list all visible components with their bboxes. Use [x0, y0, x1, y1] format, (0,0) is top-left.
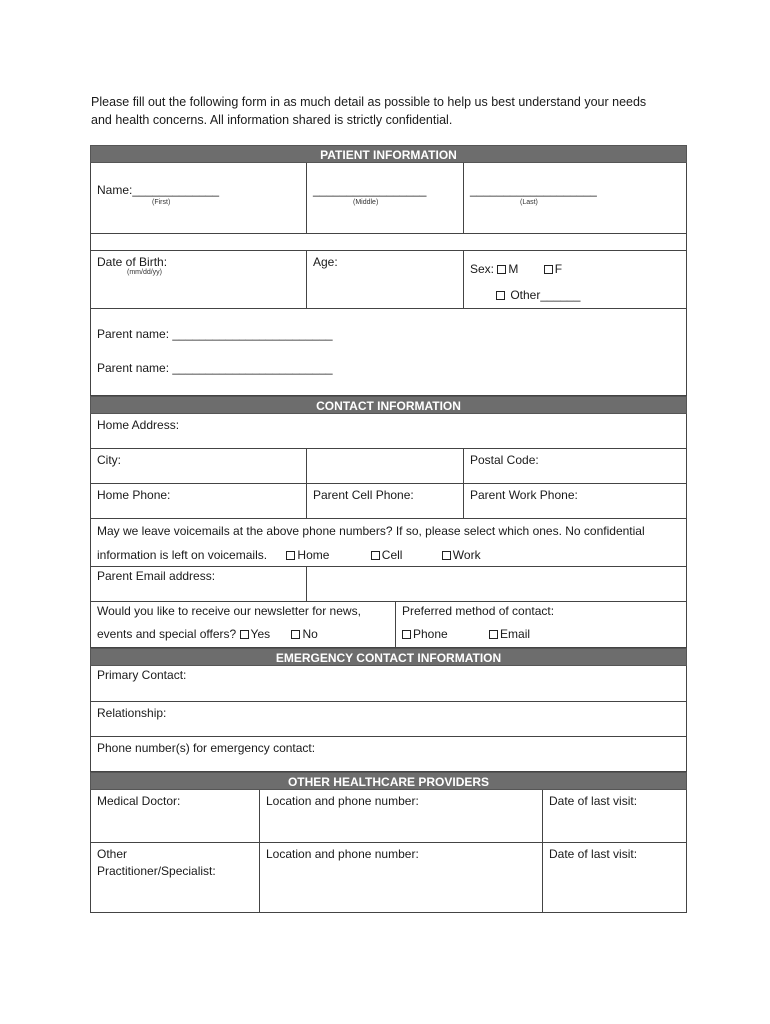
preferred-contact-label: Preferred method of contact: [402, 604, 555, 618]
newsletter-question: Would you like to receive our newsletter for news, [97, 604, 361, 618]
doctor-last-visit-label: Date of last visit: [549, 794, 638, 808]
relationship-row [90, 702, 687, 737]
last-name-field[interactable] [463, 163, 686, 233]
age-label: Age: [313, 255, 338, 269]
home-phone-field[interactable] [91, 484, 306, 518]
dob-label: Date of Birth: [97, 255, 168, 269]
patient-info-header: PATIENT INFORMATION [90, 145, 687, 163]
newsletter-no-label: No [302, 627, 318, 641]
postal-code-label: Postal Code: [470, 453, 539, 467]
voicemail-field [91, 519, 686, 566]
voicemail-question: May we leave voicemails at the above phone numbers? If so, please select which ones. No confidential [97, 524, 645, 538]
city-field[interactable] [91, 449, 306, 483]
email-row [90, 567, 687, 602]
parents-row [90, 309, 687, 396]
other-practitioner-field[interactable] [91, 843, 259, 912]
other-practitioner-row [90, 843, 687, 913]
doctor-last-visit-field[interactable] [542, 790, 686, 842]
middle-name-field[interactable] [306, 163, 463, 233]
practitioner-location-label: Location and phone number: [266, 847, 419, 861]
home-address-label: Home Address: [97, 418, 180, 432]
sex-other-label: Other______ [510, 288, 581, 302]
primary-contact-label: Primary Contact: [97, 668, 187, 682]
home-phone-label: Home Phone: [97, 488, 171, 502]
primary-contact-field[interactable] [91, 666, 686, 701]
preferred-contact-field [395, 602, 686, 647]
sex-other-checkbox[interactable] [496, 291, 505, 300]
practitioner-location-field[interactable] [259, 843, 542, 912]
other-practitioner-label: Other [97, 847, 128, 861]
emergency-phone-label: Phone number(s) for emergency contact: [97, 741, 316, 755]
parent-cell-field[interactable] [306, 484, 463, 518]
other-practitioner-label-2: Practitioner/Specialist: [97, 864, 216, 878]
newsletter-row [90, 602, 687, 648]
medical-doctor-row [90, 790, 687, 843]
name-row [90, 163, 687, 234]
dob-row [90, 251, 687, 309]
home-address-field[interactable] [91, 414, 686, 448]
phones-row [90, 484, 687, 519]
medical-doctor-field[interactable] [91, 790, 259, 842]
first-hint: (First) [152, 199, 171, 206]
medical-doctor-label: Medical Doctor: [97, 794, 181, 808]
vm-work-checkbox[interactable] [442, 551, 451, 560]
vm-work-label: Work [452, 548, 481, 562]
parent-name-2: Parent name: ________________________ [97, 361, 333, 375]
parent-names-field[interactable] [91, 309, 686, 395]
primary-contact-row [90, 666, 687, 702]
newsletter-yes-checkbox[interactable] [240, 630, 249, 639]
vm-cell-checkbox[interactable] [371, 551, 380, 560]
contact-info-header: CONTACT INFORMATION [90, 396, 687, 414]
voicemail-row [90, 519, 687, 567]
parent-email-field[interactable] [306, 567, 686, 601]
emergency-contact-header: EMERGENCY CONTACT INFORMATION [90, 648, 687, 666]
last-hint: (Last) [520, 199, 538, 206]
parent-work-label: Parent Work Phone: [470, 488, 578, 502]
emergency-phone-row [90, 737, 687, 772]
parent-email-label-cell [91, 567, 306, 601]
first-name-field[interactable] [91, 163, 306, 233]
parent-cell-label: Parent Cell Phone: [313, 488, 414, 502]
city-label: City: [97, 453, 121, 467]
age-field[interactable] [306, 251, 463, 308]
preferred-phone-checkbox[interactable] [402, 630, 411, 639]
dob-hint: (mm/dd/yy) [127, 269, 162, 276]
intake-form [90, 145, 687, 913]
dob-field[interactable] [91, 251, 306, 308]
newsletter-question-2: events and special offers? [97, 627, 237, 641]
preferred-email-checkbox[interactable] [489, 630, 498, 639]
city-row [90, 449, 687, 484]
city-extra-field[interactable] [306, 449, 463, 483]
sex-f-checkbox[interactable] [544, 265, 553, 274]
preferred-phone-label: Phone [413, 627, 448, 641]
intro-line-2: and health concerns. All information shared is strictly confidential. [91, 113, 453, 127]
relationship-field[interactable] [91, 702, 686, 736]
sex-m-label: M [508, 262, 519, 276]
emergency-phone-field[interactable] [91, 737, 686, 771]
providers-header: OTHER HEALTHCARE PROVIDERS [90, 772, 687, 790]
name-label: Name:_____________ [97, 183, 220, 197]
relationship-label: Relationship: [97, 706, 167, 720]
middle-hint: (Middle) [353, 199, 379, 206]
middle-blank: _________________ [313, 183, 427, 197]
parent-work-field[interactable] [463, 484, 686, 518]
practitioner-last-visit-label: Date of last visit: [549, 847, 638, 861]
postal-code-field[interactable] [463, 449, 686, 483]
doctor-location-field[interactable] [259, 790, 542, 842]
newsletter-field [91, 602, 395, 647]
practitioner-last-visit-field[interactable] [542, 843, 686, 912]
newsletter-no-checkbox[interactable] [291, 630, 300, 639]
vm-home-checkbox[interactable] [286, 551, 295, 560]
preferred-email-label: Email [500, 627, 531, 641]
sex-m-checkbox[interactable] [497, 265, 506, 274]
spacer-row [90, 234, 687, 251]
sex-label: Sex: [470, 262, 495, 276]
parent-email-label: Parent Email address: [97, 569, 216, 583]
last-blank: ___________________ [470, 183, 597, 197]
newsletter-yes-label: Yes [250, 627, 271, 641]
vm-cell-label: Cell [381, 548, 403, 562]
intro-text [91, 93, 691, 129]
parent-name-1: Parent name: ________________________ [97, 327, 333, 341]
home-address-row [90, 414, 687, 449]
intro-line-1: Please fill out the following form in as much detail as possible to help us best understand your needs [91, 95, 647, 109]
doctor-location-label: Location and phone number: [266, 794, 419, 808]
sex-f-label: F [554, 262, 563, 276]
voicemail-note: information is left on voicemails. [97, 548, 268, 562]
vm-home-label: Home [297, 548, 330, 562]
sex-field [463, 251, 686, 308]
